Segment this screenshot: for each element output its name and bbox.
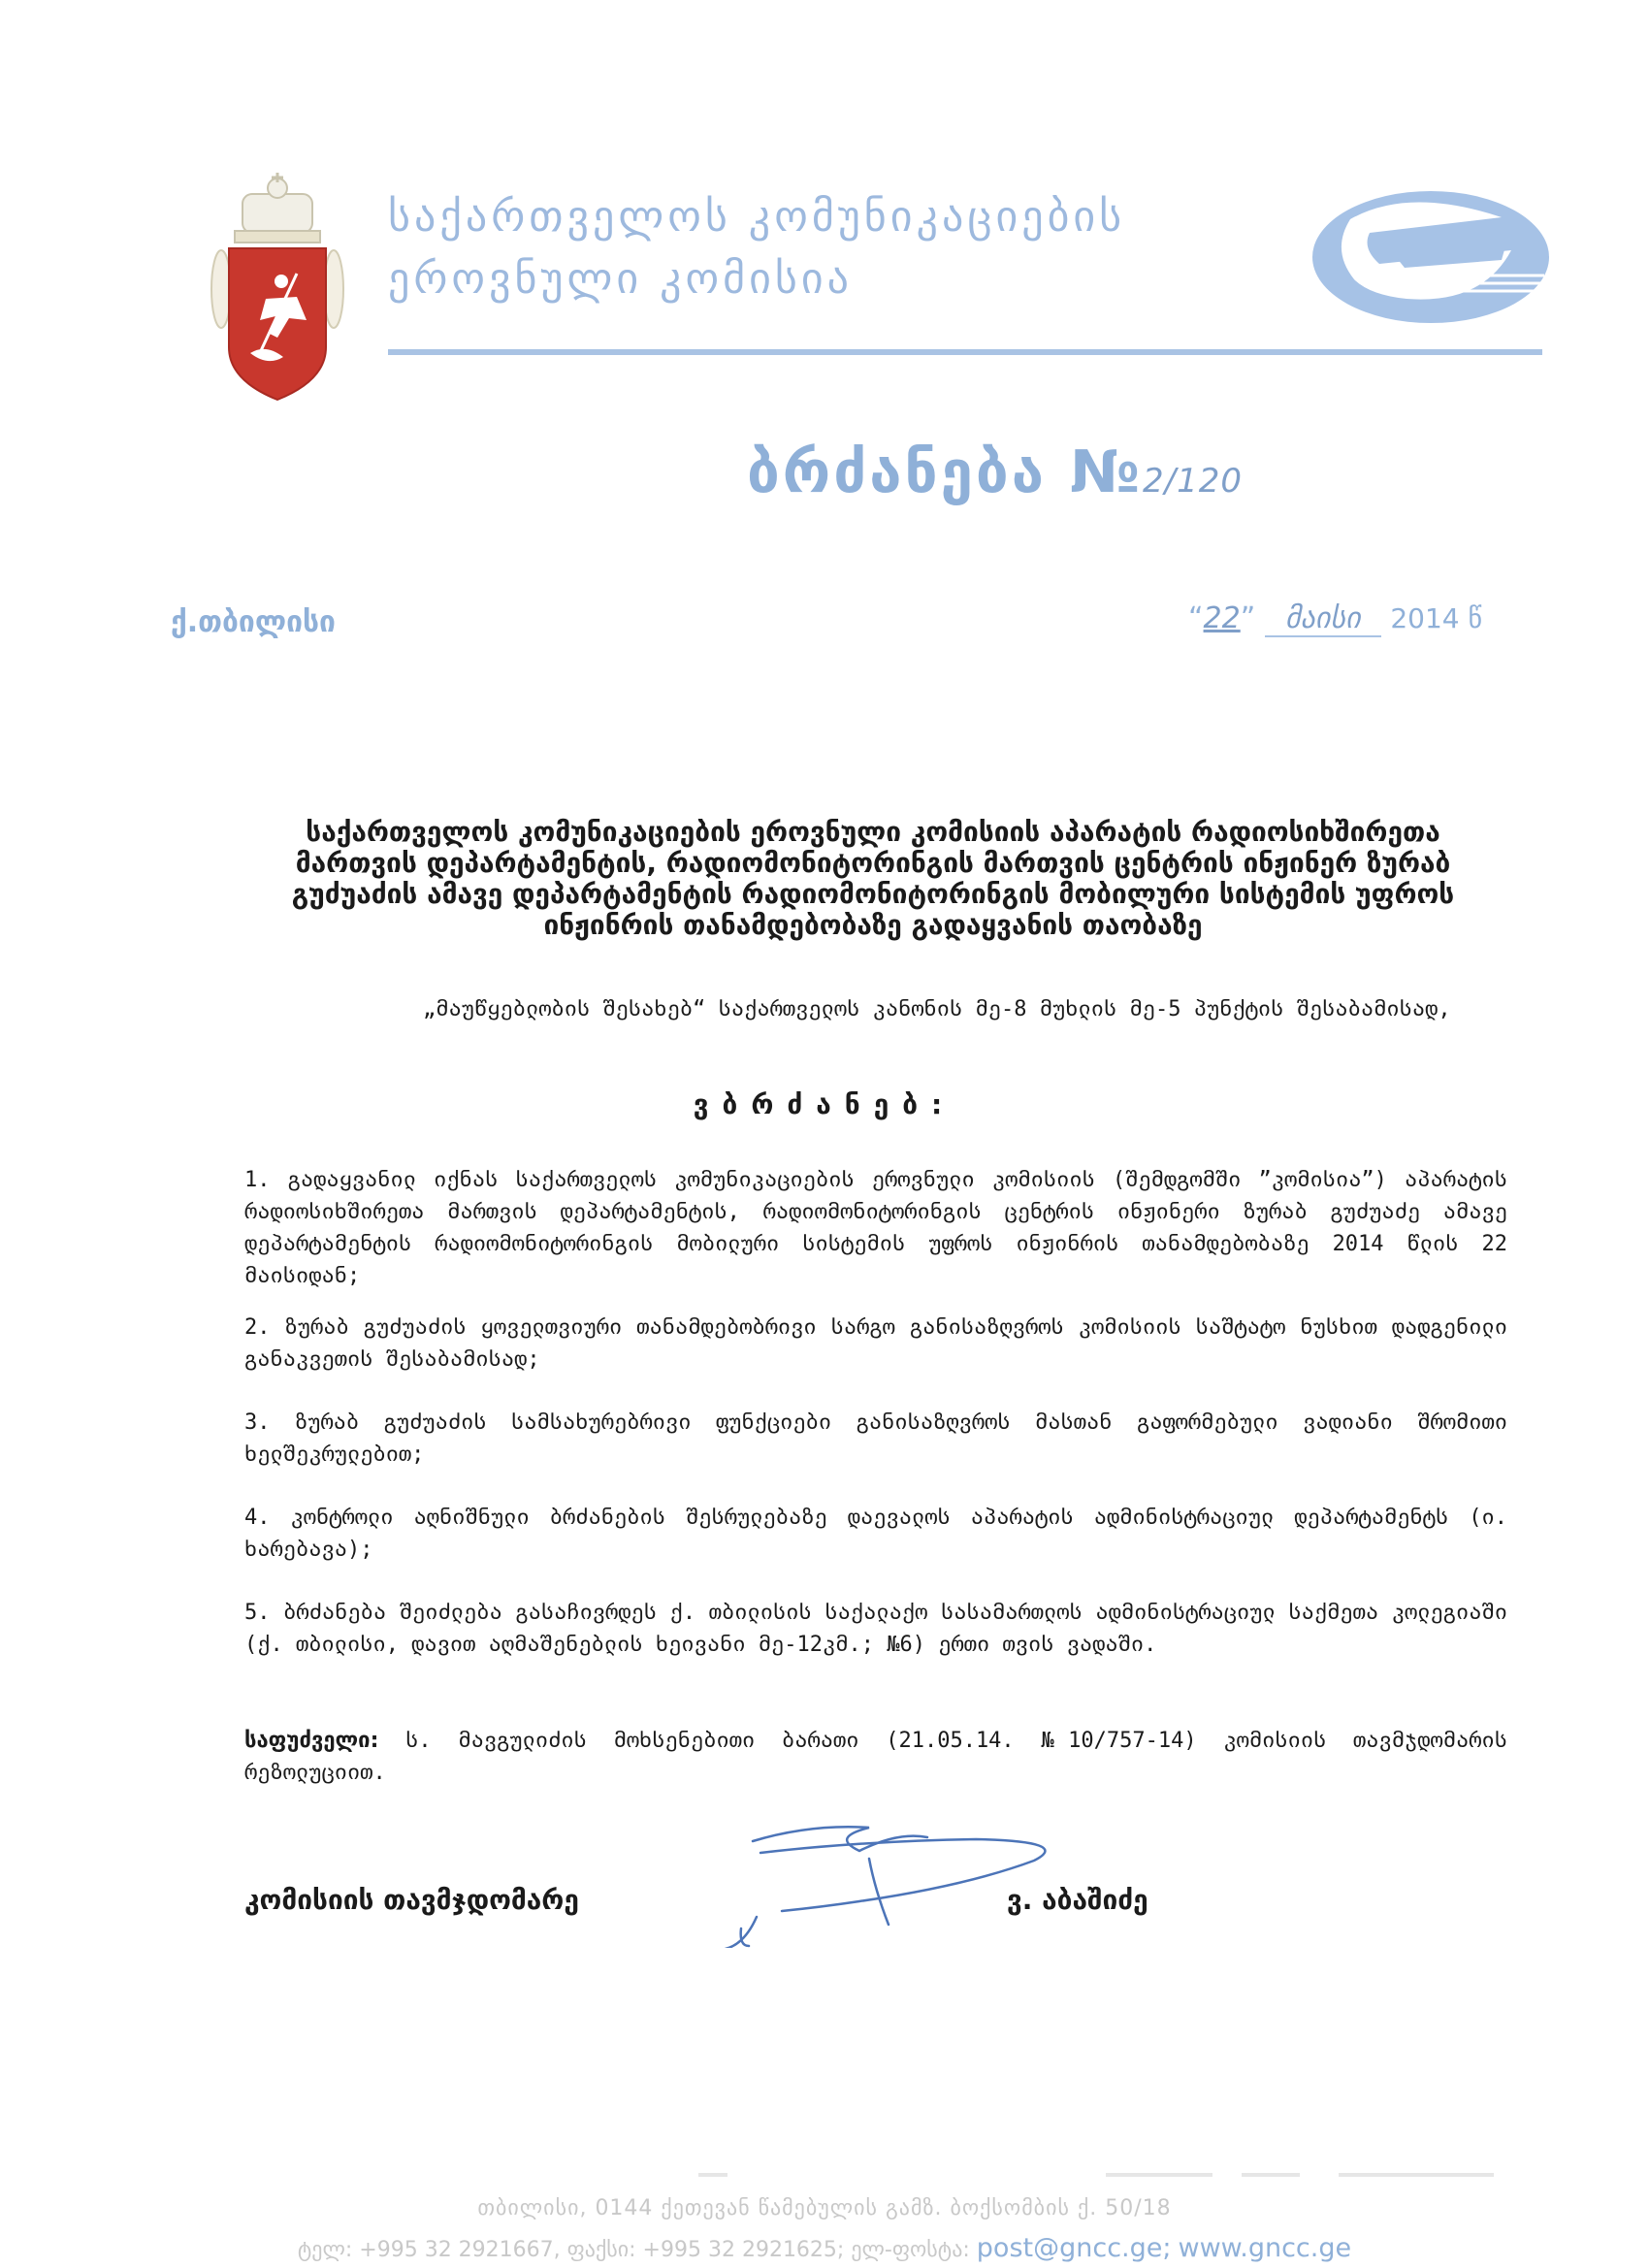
footer-website-link[interactable]: www.gncc.ge [1178,2233,1352,2263]
grounds-label: საფუძველი: [244,1729,379,1753]
order-title [747,438,1243,506]
legal-basis: „მაუწყებლობის შესახებ“ საქართველოს კანონის მე-8 მუხლის მე-5 პუნქტის შესაბამისად, [423,997,1451,1021]
clause-3: 3. ზურაბ გუძუაძის სამსახურებრივი ფუნქციები განისაზღვროს მასთან გაფორმებული ვადიანი შრომითი ხელშეკრულებით; [244,1410,1507,1467]
date-day: 22 [1203,601,1241,635]
order-subject: საქართველოს კომუნიკაციების ეროვნული კომისიის აპარატის რადიოსიხშირეთა მართვის დეპარტამენტის, რადიომონიტორინგის მართვის ცენტრის ინჟინერ ზურაბ გუძუაძის ამავე დეპარტამენტის რადიომონიტორინგის მობილური სისტემის უფროს ინჟინრის თანამდებობაზე გადაყვანის თაობაზე [291,816,1455,941]
order-number: 2/120 [1143,462,1244,501]
organization-name [388,186,1261,310]
clause-2: 2. ზურაბ გუძუაძის ყოველთვიური თანამდებობრივი სარგო განისაზღვროს კომისიის საშტატო ნუსხით დადგენილი განაკვეთის შესაბამისად; [244,1315,1507,1372]
coat-of-arms-logo [208,173,347,402]
gncc-logo [1311,190,1550,324]
decree-heading: ვბრძანებ: [693,1088,956,1120]
date-month: მაისი [1265,601,1381,637]
date-year: 2014 წ [1390,602,1483,634]
order-title-label: ბრძანება № [747,438,1144,506]
signatory-title: კომისიის თავმჯდომარე [244,1884,579,1916]
clause-4: 4. კონტროლი აღნიშნული ბრძანების შესრულებაზე დაევალოს აპარატის ადმინისტრაციულ დეპარტამენტს (ი. ხარებავა); [244,1506,1507,1562]
footer-address: თბილისი, 0144 ქეთევან წამებულის გამზ. ბოქსომბის ქ. 50/18 [477,2196,1172,2220]
signatory-name: ვ. აბაშიძე [1007,1884,1148,1916]
footer-faint-marks [0,2171,1649,2179]
footer-phone-fax: ტელ: +995 32 2921667, ფაქსი: +995 32 2921625; ელ-ფოსტა: [297,2238,970,2262]
footer-email-link[interactable]: post@gncc.ge; [976,2233,1172,2263]
header-divider [388,349,1542,355]
date-line: “22” მაისი 2014 წ [1188,601,1483,635]
grounds-text: ს. მავგულიძის მოხსენებითი ბარათი (21.05.14. №10/757-14) კომისიის თავმჯდომარის რეზოლუციით. [244,1729,1508,1785]
clause-1: 1. გადაყვანილ იქნას საქართველოს კომუნიკაციების ეროვნული კომისიის (შემდგომში ”კომისია”) აპარატის რადიოსიხშირეთა მართვის დეპარტამენტის, რადიომონიტორინგის ცენტრის ინჟინერი ზურაბ გუძუაძე ამავე დეპარტამენტის რადიომონიტორინგის მობილური სისტემის უფროს ინჟინრის თანამდებობაზე 2014 წლის 22 მაისიდან; [244,1168,1507,1288]
clause-5: 5. ბრძანება შეიძლება გასაჩივრდეს ქ. თბილისის საქალაქო სასამართლოს ადმინისტრაციულ საქმეთა კოლეგიაში (ქ. თბილისი, დავით აღმაშენებლის ხეივანი მე-12კმ.; №6) ერთი თვის ვადაში. [244,1601,1507,1657]
handwritten-signature [714,1802,1086,1948]
organization-name-line-1: საქართველოს კომუნიკაციების [388,192,1126,242]
organization-name-line-2: ეროვნული კომისია [388,254,853,304]
city-label: ქ.თბილისი [171,605,336,639]
footer-contacts [0,2233,1649,2263]
grounds [244,1725,1507,1789]
